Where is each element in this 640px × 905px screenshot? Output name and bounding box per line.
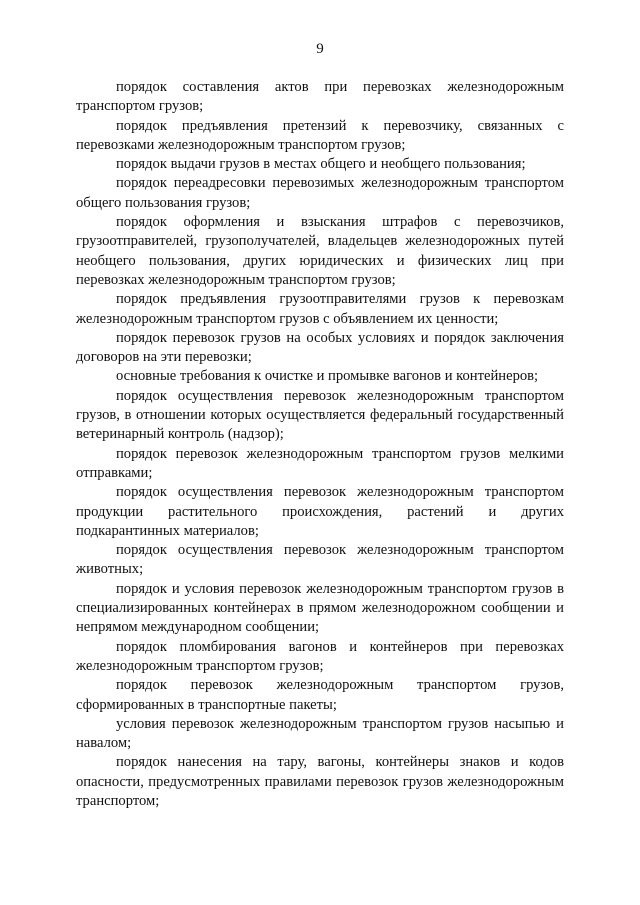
list-item: порядок предъявления грузоотправителями грузов к перевозкам железнодорожным транспортом грузов с объявлением их ценности; [76, 291, 564, 327]
list-item: порядок и условия перевозок железнодорожным транспортом грузов в специализированных контейнерах в прямом железнодорожном сообщении и непрямом международном сообщении; [76, 580, 564, 636]
list-item: порядок пломбирования вагонов и контейнеров при перевозках железнодорожным транспортом грузов; [76, 638, 564, 674]
list-item: порядок перевозок грузов на особых условиях и порядок заключения договоров на эти перевозки; [76, 329, 564, 366]
list-item: порядок нанесения на тару, вагоны, контейнеры знаков и кодов опасности, предусмотренных правилами перевозок грузов железнодорожным транспортом; [76, 754, 564, 809]
list-item: условия перевозок железнодорожным транспортом грузов насыпью и навалом; [76, 715, 564, 752]
list-item: порядок переадресовки перевозимых железнодорожным транспортом общего пользования грузов; [76, 175, 564, 211]
list-item: порядок выдачи грузов в местах общего и необщего пользования; [116, 156, 526, 173]
list-item: порядок осуществления перевозок железнодорожным транспортом животных; [76, 542, 564, 578]
list-item: порядок перевозок железнодорожным транспортом грузов мелкими отправками; [76, 445, 564, 481]
list-item: порядок осуществления перевозок железнодорожным транспортом продукции растительного происхождения, растений и других подкарантинных материалов; [76, 484, 564, 539]
list-item: порядок осуществления перевозок железнодорожным транспортом грузов, в отношении которых осуществляется федеральный государственный ветеринарный контроль (надзор); [76, 387, 564, 443]
list-item: порядок составления актов при перевозках железнодорожным транспортом грузов; [76, 79, 564, 115]
list-item: основные требования к очистке и промывке вагонов и контейнеров; [116, 368, 539, 385]
document-body [76, 78, 564, 811]
list-item: порядок оформления и взыскания штрафов с перевозчиков, грузоотправителей, грузополучателей, владельцев железнодорожных путей необщего пользования, других юридических и физических лиц при перевозках железнодорожным транспортом грузов; [76, 214, 564, 288]
page-number: 9 [316, 41, 324, 57]
list-item: порядок перевозок железнодорожным транспортом грузов, сформированных в транспортные пакеты; [76, 677, 564, 713]
list-item: порядок предъявления претензий к перевозчику, связанных с перевозками железнодорожным транспортом грузов; [76, 117, 564, 153]
